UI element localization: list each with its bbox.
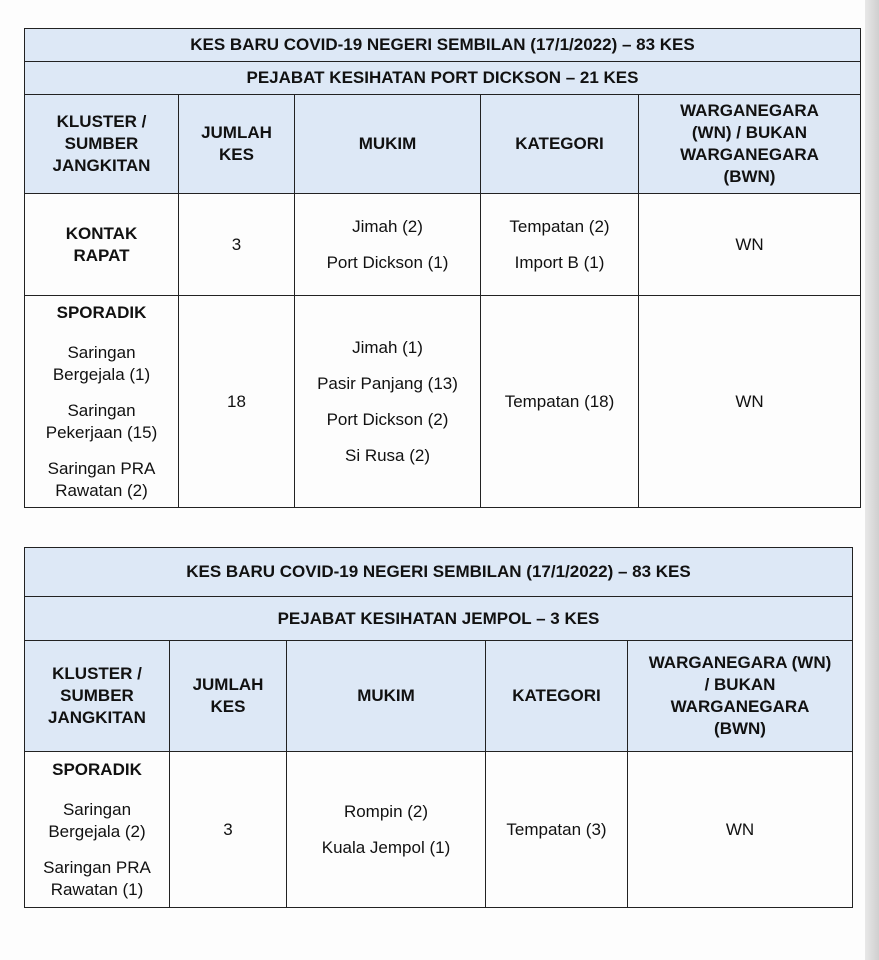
office-row <box>25 597 853 641</box>
header-category: KATEGORI <box>481 95 639 194</box>
total-cell: 3 <box>170 752 287 908</box>
category-cell: Tempatan (18) <box>481 296 639 508</box>
header-total: JUMLAH KES <box>179 95 295 194</box>
header-citizenship: WARGANEGARA (WN) / BUKAN WARGANEGARA (BWN) <box>639 95 861 194</box>
header-category: KATEGORI <box>486 641 628 752</box>
table-title: KES BARU COVID-19 NEGERI SEMBILAN (17/1/2022) – 83 KES <box>25 29 861 62</box>
header-row <box>25 641 853 752</box>
mukim-cell: Rompin (2) Kuala Jempol (1) <box>287 752 486 908</box>
mukim-cell: Jimah (2) Port Dickson (1) <box>295 194 481 296</box>
table-row <box>25 752 853 908</box>
total-cell: 3 <box>179 194 295 296</box>
office-row <box>25 62 861 95</box>
table-row <box>25 296 861 508</box>
citizenship-cell: WN <box>639 296 861 508</box>
total-cell: 18 <box>179 296 295 508</box>
table-row <box>25 194 861 296</box>
table-title: KES BARU COVID-19 NEGERI SEMBILAN (17/1/2022) – 83 KES <box>25 548 853 597</box>
office-title: PEJABAT KESIHATAN PORT DICKSON – 21 KES <box>25 62 861 95</box>
header-citizenship: WARGANEGARA (WN) / BUKAN WARGANEGARA (BWN) <box>628 641 853 752</box>
page-edge <box>865 0 879 960</box>
citizenship-cell: WN <box>639 194 861 296</box>
header-row <box>25 95 861 194</box>
category-cell: Tempatan (2) Import B (1) <box>481 194 639 296</box>
header-mukim: MUKIM <box>287 641 486 752</box>
source-cell: KONTAK RAPAT <box>25 194 179 296</box>
header-source: KLUSTER / SUMBER JANGKITAN <box>25 95 179 194</box>
jempol-table <box>24 547 853 908</box>
source-cell: SPORADIK Saringan Bergejala (1) Saringan Pekerjaan (15) Saringan PRA Rawatan (2) <box>25 296 179 508</box>
office-title: PEJABAT KESIHATAN JEMPOL – 3 KES <box>25 597 853 641</box>
header-mukim: MUKIM <box>295 95 481 194</box>
table-title-row <box>25 29 861 62</box>
citizenship-cell: WN <box>628 752 853 908</box>
port-dickson-table <box>24 28 861 508</box>
category-cell: Tempatan (3) <box>486 752 628 908</box>
header-total: JUMLAH KES <box>170 641 287 752</box>
mukim-cell: Jimah (1) Pasir Panjang (13) Port Dickson (2) Si Rusa (2) <box>295 296 481 508</box>
table-title-row <box>25 548 853 597</box>
header-source: KLUSTER / SUMBER JANGKITAN <box>25 641 170 752</box>
source-cell: SPORADIK Saringan Bergejala (2) Saringan PRA Rawatan (1) <box>25 752 170 908</box>
